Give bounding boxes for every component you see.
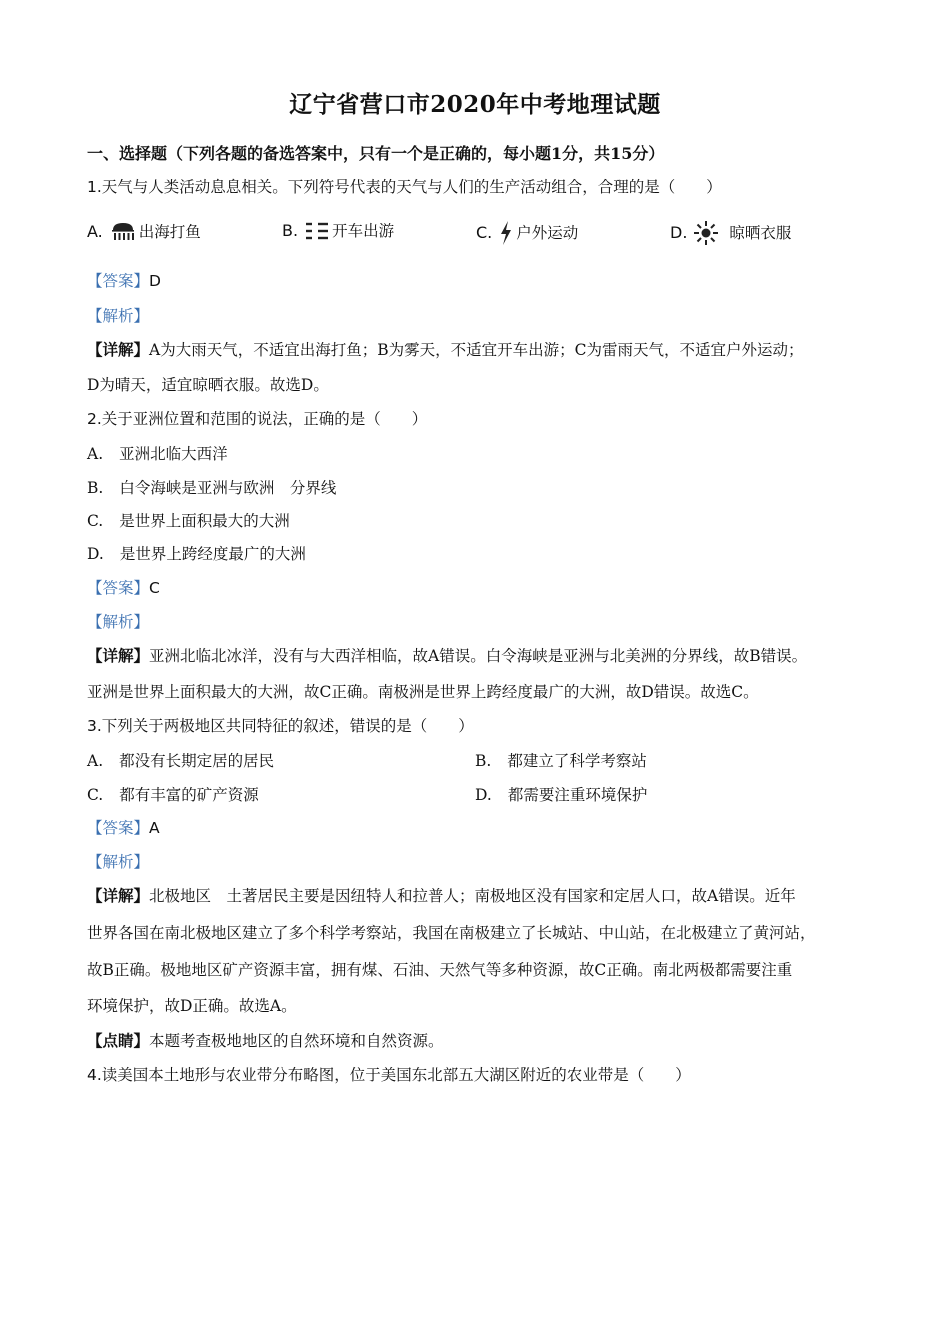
option-letter: C. [87,512,104,530]
q1-option-b [282,220,394,242]
q1-option-a [87,220,201,244]
q3-detail-4: 环境保护，故D正确。故选A。 [87,997,297,1015]
detail-text: A为大雨天气，不适宜出海打鱼；B为雾天，不适宜开车出游；C为雷雨天气，不适宜户外运动； [149,341,804,359]
q2-detail-2: 亚洲是世界上面积最大的大洲，故C正确。南极洲是世界上跨经度最广的大洲，故D错误。故选C。 [87,683,759,701]
question-number: 2. [87,410,102,428]
option-letter: A. [87,222,103,241]
point-label: 【点睛】 [87,1031,150,1050]
q3-detail-2: 世界各国在南北极地区建立了多个科学考察站，我国在南极建立了长城站、中山站，在北极建立了黄河站， [87,924,816,942]
lightning-icon [498,220,514,246]
answer-value: A [149,819,160,837]
detail-label: 【详解】 [87,340,150,359]
q2-analysis-label: 【解析】 [87,613,150,631]
fog-icon [304,220,330,242]
option-text: 是世界上跨经度最广的大洲 [119,545,306,563]
question-4 [87,1064,691,1086]
answer-label: 【答案】 [87,272,150,290]
detail-label: 【详解】 [87,886,150,905]
q2-option-a [87,443,228,465]
q2-option-c [87,510,290,532]
q1-detail-2: D为晴天，适宜晾晒衣服。故选D。 [87,376,329,394]
point-text: 本题考查极地地区的自然环境和自然资源。 [149,1032,444,1050]
option-letter: A. [87,445,104,463]
q1-option-d [670,220,791,246]
question-text: 天气与人类活动息息相关。下列符号代表的天气与人们的生产活动组合，合理的是（ ） [101,178,722,196]
answer-value: C [149,579,160,597]
q3-point [87,1030,444,1052]
option-letter: C. [87,786,104,804]
question-1 [87,176,722,198]
q3-option-c [87,784,259,806]
option-letter: B. [282,221,299,240]
option-text: 户外运动 [516,224,579,242]
option-text: 都建立了科学考察站 [507,752,647,770]
question-number: 3. [87,717,102,735]
option-text: 晾晒衣服 [729,224,792,242]
question-text: 读美国本土地形与农业带分布略图，位于美国东北部五大湖区附近的农业带是（ ） [101,1066,691,1084]
option-text: 都没有长期定居的居民 [119,752,275,770]
option-text: 亚洲北临大西洋 [119,445,228,463]
heavy-rain-icon [109,220,137,244]
option-letter: B. [87,479,104,497]
page-title: 辽宁省营口市2020年中考地理试题 [289,91,661,118]
question-text: 关于亚洲位置和范围的说法，正确的是（ ） [101,410,428,428]
option-letter: A. [87,752,104,770]
q3-option-b [475,750,647,772]
q2-answer [87,577,160,599]
q2-detail-1 [87,645,807,667]
question-text: 下列关于两极地区共同特征的叙述，错误的是（ ） [101,717,474,735]
option-letter: D. [87,545,104,563]
question-2 [87,408,427,430]
answer-value: D [149,272,161,290]
q1-option-c [476,220,578,246]
q1-detail-1 [87,339,803,361]
option-letter: B. [475,752,492,770]
q3-option-d [475,784,647,806]
option-text: 都有丰富的矿产资源 [119,786,259,804]
option-text: 出海打鱼 [138,223,201,241]
answer-label: 【答案】 [87,579,150,597]
question-number: 1. [87,178,102,196]
question-number: 4. [87,1066,102,1084]
q3-detail-3: 故B正确。极地地区矿产资源丰富，拥有煤、石油、天然气等多种资源，故C正确。南北两极都需要注重 [87,961,793,979]
q3-analysis-label: 【解析】 [87,853,150,871]
detail-label: 【详解】 [87,646,150,665]
q1-answer [87,270,161,292]
answer-label: 【答案】 [87,819,150,837]
option-letter: C. [476,223,493,242]
q3-answer [87,817,160,839]
option-text: 白令海峡是亚洲与欧洲 分界线 [119,479,337,497]
section-heading: 一、选择题（下列各题的备选答案中，只有一个是正确的，每小题1分，共15分） [87,144,665,163]
detail-text: 亚洲北临北冰洋，没有与大西洋相临，故A错误。白令海峡是亚洲与北美洲的分界线，故B错误。 [149,647,808,665]
question-3 [87,715,474,737]
option-letter: D. [475,786,492,804]
q1-analysis-label: 【解析】 [87,307,150,325]
option-letter: D. [670,223,688,242]
sun-icon [693,220,719,246]
option-text: 开车出游 [332,222,395,240]
q3-option-a [87,750,274,772]
q2-option-b [87,477,336,499]
q2-option-d [87,543,306,565]
detail-text: 北极地区 土著居民主要是因纽特人和拉普人；南极地区没有国家和定居人口，故A错误。近年 [149,887,796,905]
q3-detail-1 [87,885,796,907]
option-text: 都需要注重环境保护 [507,786,648,804]
option-text: 是世界上面积最大的大洲 [119,512,290,530]
